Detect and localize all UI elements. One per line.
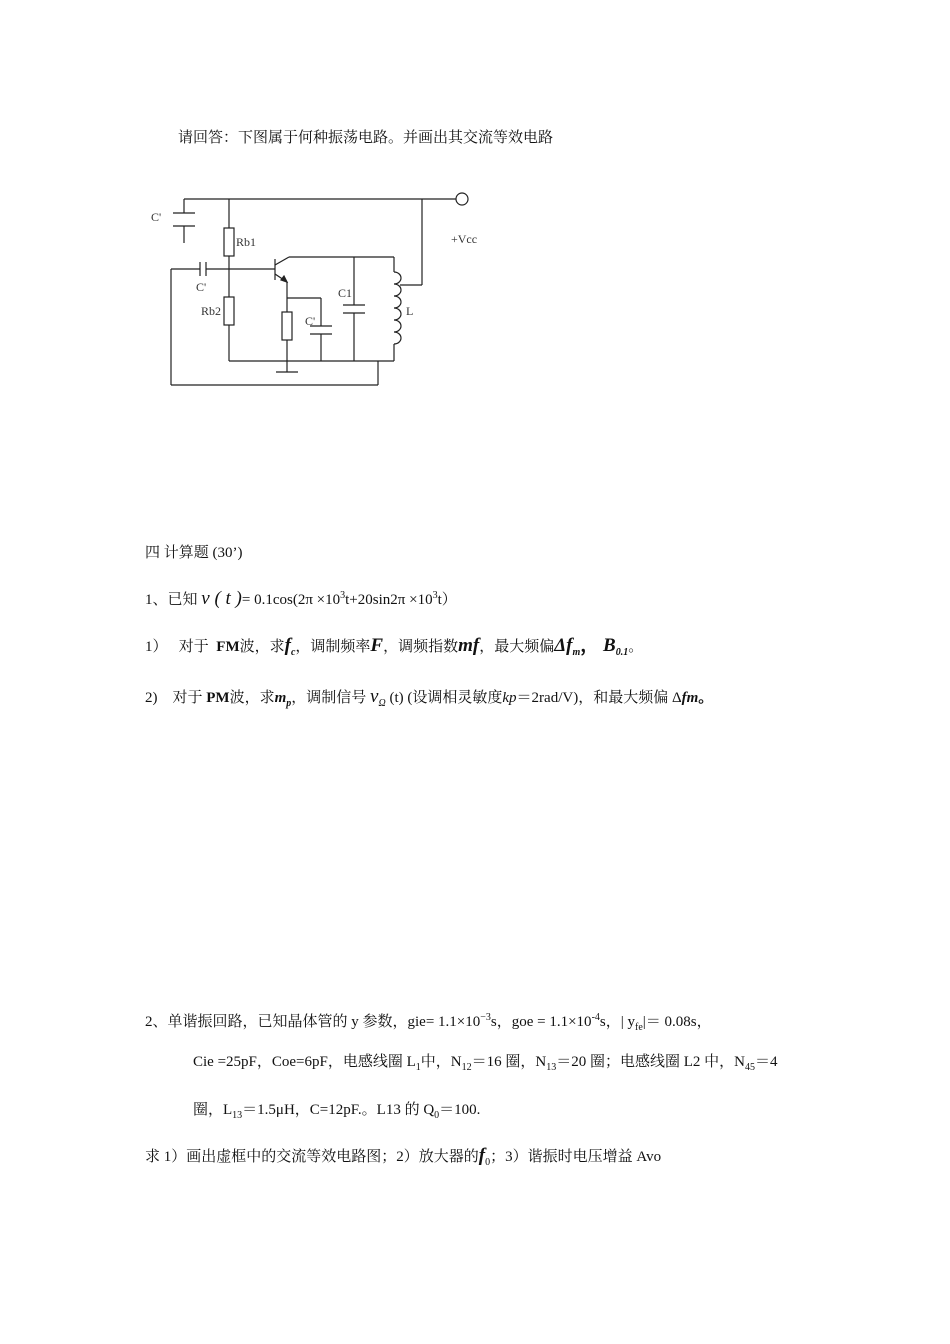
q1-part1: 1） 对于 FM波，求$f_c$，调制频率F，调频指数mf，最大频偏$\Delta f_m$， $B_{0.1}$。 xyxy=(145,635,644,658)
q2-line1: 2、单谐振回路，已知晶体管的 y 参数，$gie= 1.1\times 10^{-3}s$，goe = $1.1\times 10^{-4}s$，| $y_{fe}|= 0.08s$， xyxy=(145,1012,712,1033)
q2-line3: 圈，$L_{13}=1.5\mu H$，C=12pF.。L13 的 $Q_0=100$. xyxy=(193,1102,481,1121)
label-c-emitter: C' xyxy=(305,314,316,328)
section-heading: 四 计算题 (30’) xyxy=(145,545,243,561)
label-c-base: C' xyxy=(196,280,207,294)
q1-part2: 2) 对于 PM波，求$m_p$，调制信号 $v_\Omega$ (t) (设调相灵敏度kp＝2rad/V)，和最大频偏 Δfm。 xyxy=(145,686,714,709)
question-prompt: 请回答：下图属于何种振荡电路。并画出其交流等效电路 xyxy=(178,130,554,146)
oscillator-circuit-diagram xyxy=(140,185,500,395)
label-rb1: Rb1 xyxy=(236,235,257,249)
label-l: L xyxy=(406,304,414,318)
q2-line2: Cie =25pF，Coe=6pF，电感线圈 $L_1$中，$N_{12}=16$ 圈，$N_{13}=20$ 圈；电感线圈 L2 中，$N_{45}=4$ xyxy=(193,1054,778,1073)
label-c1: C1 xyxy=(338,286,353,300)
q1-given: 1、已知 v ( t )= $0.1\cos(2\pi \times 10^3t+20\sin 2\pi \times 10^3t)$ xyxy=(145,588,457,609)
label-vcc: +Vcc xyxy=(451,232,478,246)
label-c-top: C' xyxy=(151,210,162,224)
q2-request: 求 1）画出虚框中的交流等效电路图；2）放大器的$f_0$；3）谐振时电压增益 Avo xyxy=(145,1145,662,1168)
label-rb2: Rb2 xyxy=(201,304,222,318)
